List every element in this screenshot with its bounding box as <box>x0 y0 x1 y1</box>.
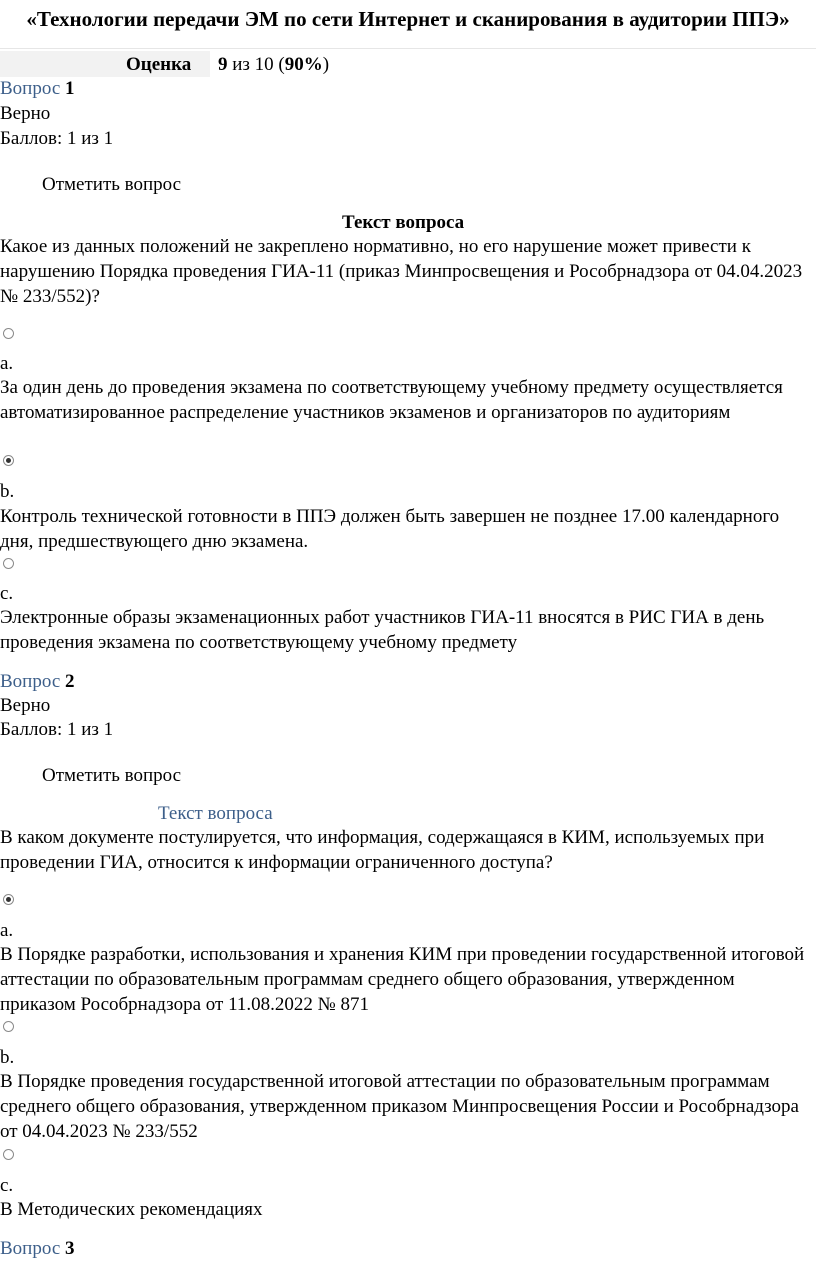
grade-of-text: из 10 ( <box>227 54 285 75</box>
question-2-option-a-text: В Порядке разработки, использования и хранения КИМ при проведении государственной итоговой аттестации по образовательным программам среднего общего образования, утвержденном приказом Рособрнадзора от 11.08.2022 № 871 <box>0 944 805 1015</box>
question-2-word: Вопрос <box>0 671 65 692</box>
question-2-status: Верно <box>0 695 51 716</box>
question-3-word: Вопрос <box>0 1238 65 1259</box>
question-2-number <box>0 669 75 694</box>
question-1-num: 1 <box>65 78 75 99</box>
divider <box>0 48 816 49</box>
question-1-points: Баллов: 1 из 1 <box>0 128 114 149</box>
question-1-option-c-letter: c. <box>0 583 14 604</box>
grade-percent: 90% <box>284 54 323 75</box>
grade-label: Оценка <box>126 54 192 75</box>
question-1-text: Какое из данных положений не закреплено нормативно, но его нарушение может привести к нарушению Порядка проведения ГИА-11 (приказ Минпросвещения и Рособрнадзора от 04.04.2023 № 233/552)? <box>0 236 803 307</box>
question-2-num: 2 <box>65 671 75 692</box>
question-2-option-c-letter: c. <box>0 1175 14 1196</box>
grade-score: 9 <box>218 54 228 75</box>
question-3-number <box>0 1236 75 1261</box>
question-1-option-a-radio[interactable] <box>3 328 14 339</box>
question-2-option-c-text: В Методических рекомендациях <box>0 1199 263 1220</box>
question-2-points: Баллов: 1 из 1 <box>0 719 114 740</box>
question-1-option-b-letter: b. <box>0 481 15 502</box>
question-1-option-b-radio[interactable] <box>3 455 14 466</box>
question-1-text-heading: Текст вопроса <box>342 212 465 233</box>
question-3-num: 3 <box>65 1238 75 1259</box>
page-title: «Технологии передачи ЭМ по сети Интернет и сканирования в аудитории ППЭ» <box>26 7 790 31</box>
question-2-option-b-radio[interactable] <box>3 1021 14 1032</box>
question-1-option-a-text: За один день до проведения экзамена по соответствующему учебному предмету осуществляется автоматизированное распределение участников экзаменов и организаторов по аудиториям <box>0 377 783 423</box>
question-1-option-c-text: Электронные образы экзаменационных работ участников ГИА-11 вносятся в РИС ГИА в день проведения экзамена по соответствующему учебному предмету <box>0 607 765 653</box>
question-1-word: Вопрос <box>0 78 65 99</box>
question-2-option-a-radio[interactable] <box>3 894 14 905</box>
question-2-option-b-text: В Порядке проведения государственной итоговой аттестации по образовательным программам среднего общего образования, утвержденном приказом Минпросвещения России и Рособрнадзора от 04.04.2023 № 233/552 <box>0 1071 799 1142</box>
grade-close: ) <box>322 54 330 75</box>
question-2-option-b-letter: b. <box>0 1047 15 1068</box>
question-1-number <box>0 76 75 101</box>
question-2-flag-link[interactable]: Отметить вопрос <box>42 765 182 786</box>
question-1-status: Верно <box>0 103 51 124</box>
question-1-option-b-text: Контроль технической готовности в ППЭ должен быть завершен не позднее 17.00 календарного дня, предшествующего дню экзамена. <box>0 506 780 552</box>
question-1-flag-link[interactable]: Отметить вопрос <box>42 174 182 195</box>
question-1-option-a-letter: a. <box>0 353 14 374</box>
question-1-option-c-radio[interactable] <box>3 558 14 569</box>
question-2-option-a-letter: a. <box>0 920 14 941</box>
question-2-text-heading: Текст вопроса <box>158 803 273 824</box>
question-2-option-c-radio[interactable] <box>3 1149 14 1160</box>
grade-value <box>218 54 329 76</box>
question-2-text: В каком документе постулируется, что информация, содержащаяся в КИМ, используемых при проведении ГИА, относится к информации ограниченного доступа? <box>0 827 765 873</box>
